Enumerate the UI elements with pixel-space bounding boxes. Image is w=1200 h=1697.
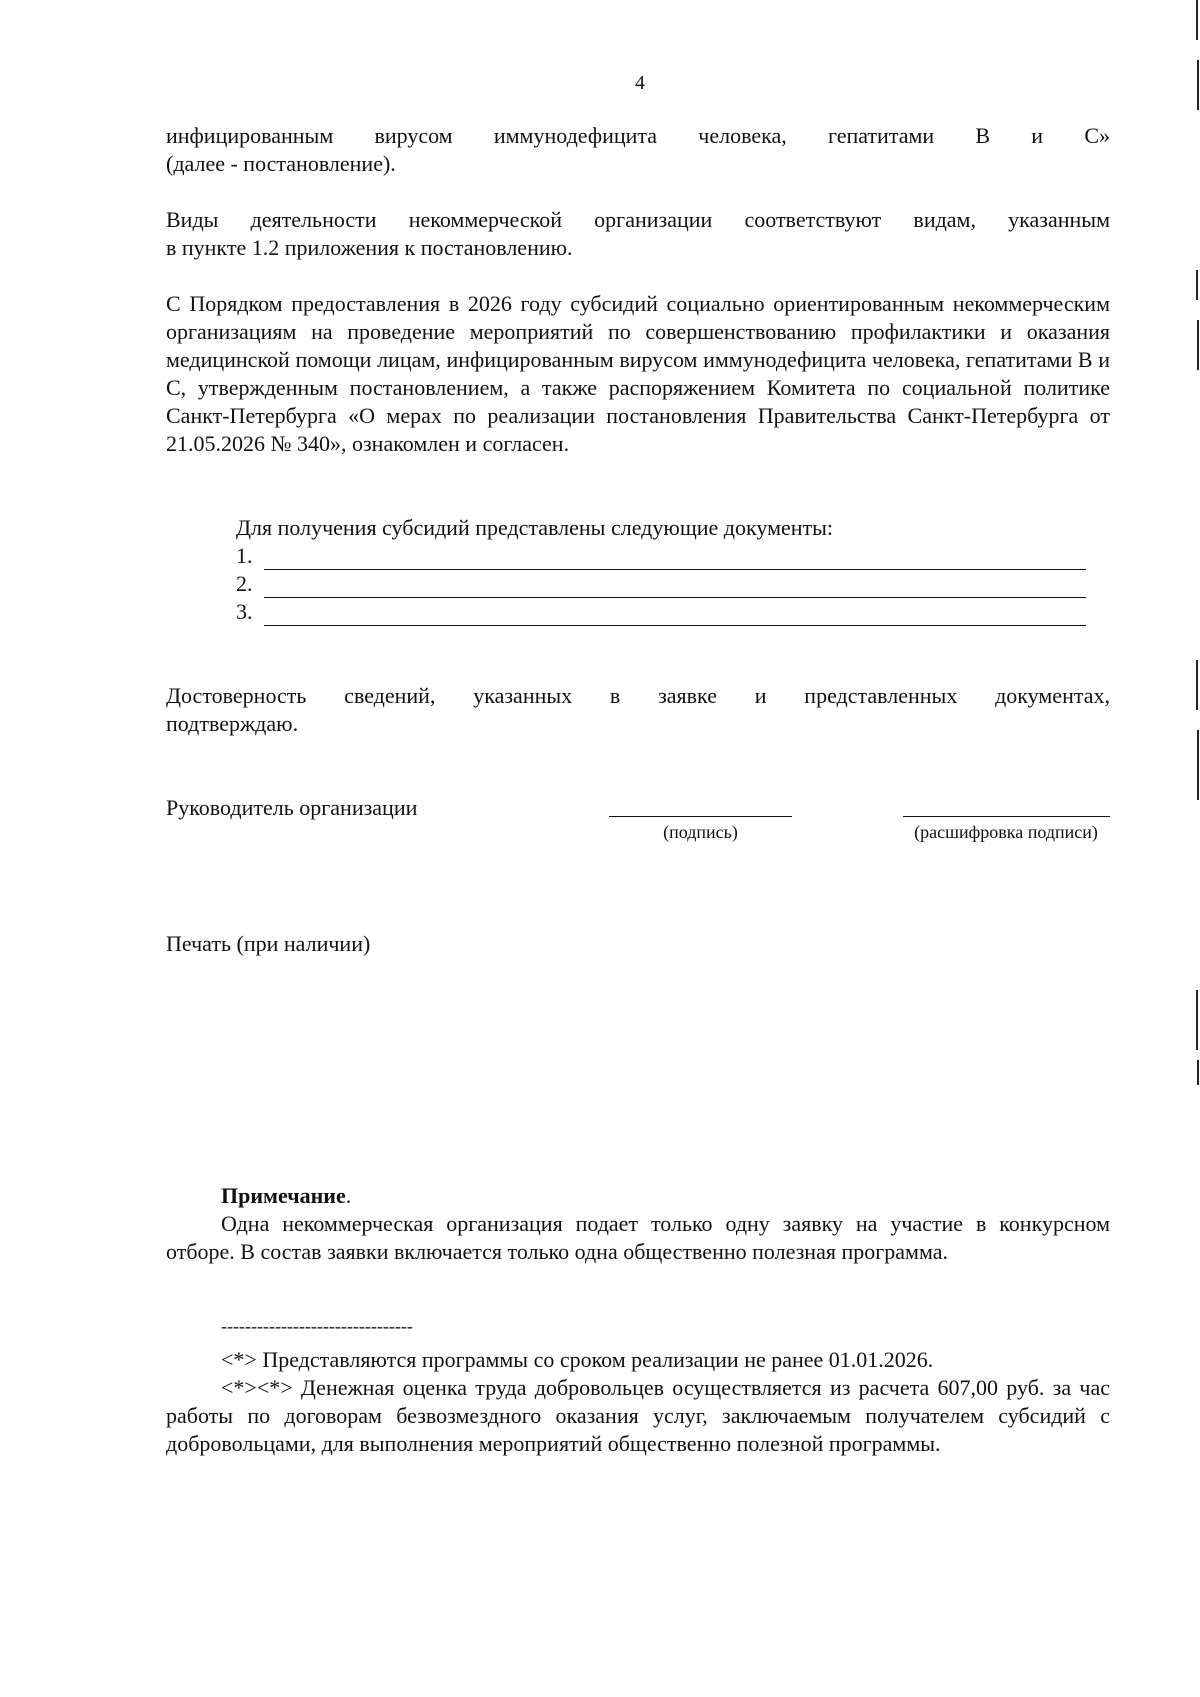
page-number: 4 — [635, 72, 645, 94]
stamp-label: Печать (при наличии) — [166, 931, 371, 956]
document-blank-field — [264, 549, 1086, 570]
document-blank-field — [264, 605, 1086, 626]
paragraph-line: подтверждаю. — [166, 711, 299, 736]
scan-artifact — [1197, 60, 1199, 110]
signature-block — [166, 794, 1110, 854]
document-line-3 — [236, 598, 1086, 626]
document-number: 3. — [236, 599, 253, 624]
documents-intro: Для получения субсидий представлены следующие документы: — [236, 515, 834, 540]
document-line-2 — [236, 570, 1086, 598]
paragraph-continuation — [166, 122, 1110, 178]
paragraph-line: Достоверность сведений, указанных в заявке и представленных документах, — [166, 683, 1110, 708]
signature-label: Руководитель организации — [166, 795, 418, 820]
note-text: Одна некоммерческая организация подает только одну заявку на участие в конкурсном отборе. В состав заявки включается только одна общественно полезная программа. — [166, 1211, 1110, 1264]
document-line-1 — [236, 542, 1086, 570]
document-number: 1. — [236, 543, 253, 568]
note-title-text: Примечание — [221, 1183, 346, 1208]
signature-line — [609, 816, 792, 817]
footnote-1: <*> Представляются программы со сроком реализации не ранее 01.01.2026. — [221, 1347, 934, 1372]
procedure-paragraph: С Порядком предоставления в 2026 году субсидий социально ориентированным некоммерческим организациям на проведение мероприятий по совершенствованию профилактики и оказания медицинской помощи лицам, инфицированным вирусом иммунодефицита человека, гепатитами В и С, утвержденным постановлением, а также распоряжением Комитета по социальной политике Санкт-Петербурга «О мерах по реализации постановления Правительства Санкт-Петербурга от 21.05.2026 № 340», ознакомлен и согласен. — [166, 291, 1110, 456]
scan-artifact — [1196, 270, 1198, 300]
signature-decoding-line — [903, 816, 1110, 817]
document-number: 2. — [236, 571, 253, 596]
scan-artifact — [1196, 660, 1198, 710]
documents-list — [236, 514, 1086, 626]
activity-paragraph — [166, 206, 1110, 262]
scan-artifact — [1196, 0, 1198, 40]
confirmation-paragraph — [166, 682, 1110, 738]
paragraph-line: (далее - постановление). — [166, 151, 396, 176]
scan-artifact — [1196, 990, 1198, 1050]
signature-caption: (подпись) — [663, 822, 738, 842]
paragraph-line: инфицированным вирусом иммунодефицита человека, гепатитами В и С» — [166, 123, 1110, 148]
footnote-2: <*><*> Денежная оценка труда добровольцев осуществляется из расчета 607,00 руб. за час работы по договорам безвозмездного оказания услуг, заключаемым получателем субсидий с добровольцами, для выполнения мероприятий общественно полезной программы. — [166, 1375, 1110, 1456]
footnote-separator: -------------------------------- — [221, 1316, 413, 1336]
scan-artifact — [1197, 1060, 1199, 1085]
signature-decoding-caption: (расшифровка подписи) — [914, 822, 1098, 842]
scan-artifact — [1197, 320, 1199, 370]
scan-artifact — [1197, 730, 1199, 800]
note-title-period: . — [345, 1183, 352, 1208]
note-title — [221, 1182, 351, 1210]
document-blank-field — [264, 577, 1086, 598]
paragraph-line: в пункте 1.2 приложения к постановлению. — [166, 235, 573, 260]
paragraph-line: Виды деятельности некоммерческой организации соответствуют видам, указанным — [166, 207, 1110, 232]
